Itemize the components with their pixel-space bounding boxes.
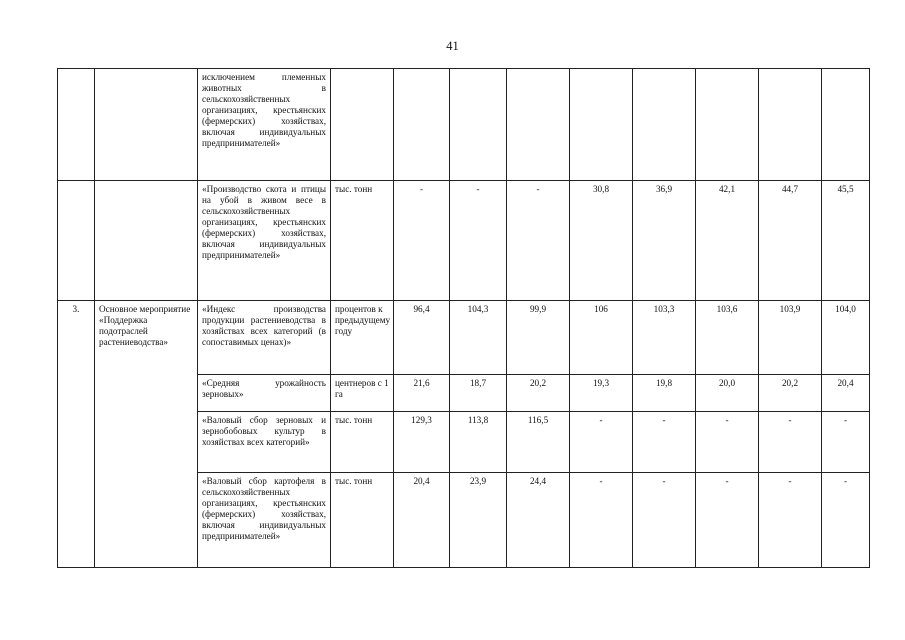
value-cell	[822, 69, 870, 181]
value-cell: -	[822, 412, 870, 473]
value-cell: 20,0	[696, 375, 759, 412]
value-cell: 104,0	[822, 301, 870, 375]
value-cell: 20,2	[759, 375, 822, 412]
value-cell: -	[394, 181, 450, 301]
value-cell: 103,6	[696, 301, 759, 375]
unit-cell: тыс. тонн	[331, 473, 394, 568]
value-cell: 19,3	[570, 375, 633, 412]
value-cell: 129,3	[394, 412, 450, 473]
row-number	[58, 181, 95, 301]
value-cell: -	[450, 181, 507, 301]
unit-cell: тыс. тонн	[331, 181, 394, 301]
value-cell: -	[696, 473, 759, 568]
value-cell	[450, 69, 507, 181]
value-cell: 106	[570, 301, 633, 375]
value-cell: -	[822, 473, 870, 568]
value-cell: 42,1	[696, 181, 759, 301]
value-cell	[394, 69, 450, 181]
value-cell: 99,9	[507, 301, 570, 375]
row-number: 3.	[58, 301, 95, 568]
unit-cell	[331, 69, 394, 181]
value-cell: -	[633, 473, 696, 568]
value-cell: -	[507, 181, 570, 301]
value-cell: 103,9	[759, 301, 822, 375]
value-cell: -	[633, 412, 696, 473]
unit-cell: тыс. тонн	[331, 412, 394, 473]
value-cell: 21,6	[394, 375, 450, 412]
value-cell: 19,8	[633, 375, 696, 412]
value-cell: 44,7	[759, 181, 822, 301]
value-cell: 30,8	[570, 181, 633, 301]
value-cell: -	[570, 473, 633, 568]
event-cell	[95, 181, 198, 301]
value-cell: 103,3	[633, 301, 696, 375]
value-cell: 113,8	[450, 412, 507, 473]
value-cell	[759, 69, 822, 181]
table-row	[58, 69, 870, 181]
unit-cell: центнеров с 1 га	[331, 375, 394, 412]
event-cell	[95, 69, 198, 181]
value-cell: 24,4	[507, 473, 570, 568]
page-number: 41	[446, 39, 459, 53]
value-cell: -	[570, 412, 633, 473]
value-cell: 20,4	[822, 375, 870, 412]
value-cell: 96,4	[394, 301, 450, 375]
value-cell	[507, 69, 570, 181]
value-cell: 20,2	[507, 375, 570, 412]
value-cell: -	[759, 412, 822, 473]
unit-cell: процентов к предыдущему году	[331, 301, 394, 375]
indicator-cell: «Валовый сбор зерновых и зернобобовых культур в хозяйствах всех категорий»	[198, 412, 331, 473]
table-row	[58, 301, 870, 375]
indicators-table	[57, 68, 870, 568]
indicator-cell: «Индекс производства продукции растениеводства в хозяйствах всех категорий (в сопоставимых ценах)»	[198, 301, 331, 375]
indicator-cell: «Средняя урожайность зерновых»	[198, 375, 331, 412]
indicator-cell: исключением племенных животных в сельскохозяйственных организациях, крестьянских (фермерских) хозяйствах, включая индивидуальных предпринимателей»	[198, 69, 331, 181]
value-cell	[696, 69, 759, 181]
event-cell: Основное мероприятие «Поддержка подотраслей растениеводства»	[95, 301, 198, 568]
value-cell	[633, 69, 696, 181]
table-row	[58, 181, 870, 301]
value-cell: -	[696, 412, 759, 473]
row-number	[58, 69, 95, 181]
value-cell: 116,5	[507, 412, 570, 473]
value-cell: 20,4	[394, 473, 450, 568]
value-cell: 36,9	[633, 181, 696, 301]
value-cell	[570, 69, 633, 181]
indicator-cell: «Производство скота и птицы на убой в живом весе в сельскохозяйственных организациях, крестьянских (фермерских) хозяйствах, включая индивидуальных предпринимателей»	[198, 181, 331, 301]
indicator-cell: «Валовый сбор картофеля в сельскохозяйственных организациях, крестьянских (фермерских) хозяйствах, включая индивидуальных предпринимателей»	[198, 473, 331, 568]
value-cell: 18,7	[450, 375, 507, 412]
value-cell: 23,9	[450, 473, 507, 568]
value-cell: 104,3	[450, 301, 507, 375]
value-cell: 45,5	[822, 181, 870, 301]
value-cell: -	[759, 473, 822, 568]
